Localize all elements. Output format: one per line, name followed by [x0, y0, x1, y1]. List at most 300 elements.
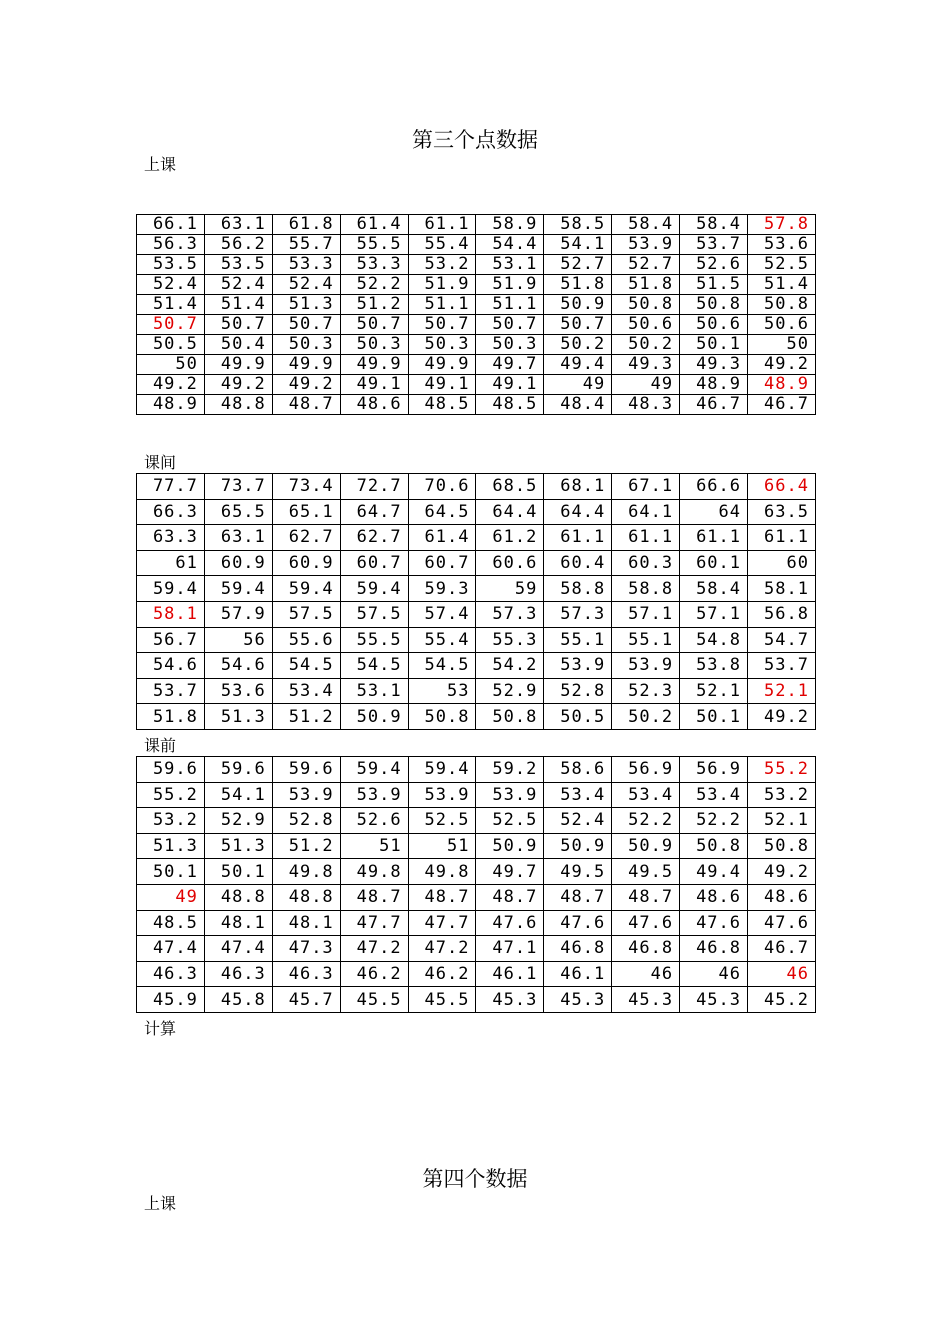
- table-cell: 50.7: [272, 315, 340, 335]
- table-cell: 50.8: [680, 295, 748, 315]
- table-cell: 60.7: [340, 550, 408, 576]
- table-cell: 51.2: [272, 833, 340, 859]
- table-cell: 50.9: [612, 833, 680, 859]
- table-cell: 54.8: [680, 627, 748, 653]
- table-cell: 53.5: [137, 255, 205, 275]
- table-cell: 59.4: [204, 576, 272, 602]
- table-cell: 47.2: [408, 936, 476, 962]
- table-cell: 49.2: [748, 704, 816, 730]
- table-cell: 61.1: [544, 525, 612, 551]
- table-cell: 63.1: [204, 525, 272, 551]
- table-cell: 62.7: [340, 525, 408, 551]
- calc-label: 计算: [144, 1019, 177, 1038]
- table-cell: 52.2: [340, 275, 408, 295]
- table-cell: 54.4: [476, 235, 544, 255]
- table-cell: 49.9: [272, 355, 340, 375]
- table-cell: 50.9: [340, 704, 408, 730]
- table-cell: 49.4: [680, 859, 748, 885]
- table-cell: 45.7: [272, 987, 340, 1013]
- table-cell: 54.2: [476, 653, 544, 679]
- table-row: [137, 275, 816, 295]
- table-cell: 50.3: [408, 335, 476, 355]
- table-row: [137, 859, 816, 885]
- table-cell: 59.4: [408, 757, 476, 783]
- table-cell: 50.9: [544, 295, 612, 315]
- table-cell: 47.4: [137, 936, 205, 962]
- table-cell: 46.7: [748, 395, 816, 415]
- table-cell: 55.4: [408, 627, 476, 653]
- table-row: [137, 255, 816, 275]
- table-cell: 53.4: [272, 678, 340, 704]
- table-row: [137, 653, 816, 679]
- table-cell: 49.3: [612, 355, 680, 375]
- table-cell: 47.6: [612, 910, 680, 936]
- table-cell: 46.3: [204, 961, 272, 987]
- table-cell: 52.3: [612, 678, 680, 704]
- table-cell: 53.4: [544, 782, 612, 808]
- table-cell: 48.1: [204, 910, 272, 936]
- table-cell: 50.6: [680, 315, 748, 335]
- table-cell: 61.4: [408, 525, 476, 551]
- table-cell: 48.7: [272, 395, 340, 415]
- table-cell: 48.1: [272, 910, 340, 936]
- table-cell: 56.3: [137, 235, 205, 255]
- table-cell: 50.2: [612, 335, 680, 355]
- table-cell: 53.7: [748, 653, 816, 679]
- table-cell: 64.4: [476, 499, 544, 525]
- table-cell: 52.2: [680, 808, 748, 834]
- table-cell: 64.7: [340, 499, 408, 525]
- table-cell: 51.4: [748, 275, 816, 295]
- table-cell: 47.3: [272, 936, 340, 962]
- table-cell: 51: [408, 833, 476, 859]
- table-cell: 46.2: [340, 961, 408, 987]
- table-cell: 45.9: [137, 987, 205, 1013]
- table-cell: 51.2: [272, 704, 340, 730]
- table-cell: 56.9: [612, 757, 680, 783]
- table-row: [137, 961, 816, 987]
- table-row: [137, 757, 816, 783]
- table-cell: 54.7: [748, 627, 816, 653]
- table-cell: 46: [680, 961, 748, 987]
- table-cell: 48.7: [544, 884, 612, 910]
- table-cell: 47.4: [204, 936, 272, 962]
- table-cell: 59: [476, 576, 544, 602]
- table-cell: 45.3: [476, 987, 544, 1013]
- table-cell: 53.2: [137, 808, 205, 834]
- table-cell: 47.7: [340, 910, 408, 936]
- table-cell: 50: [748, 335, 816, 355]
- table-cell: 67.1: [612, 474, 680, 500]
- table-cell: 50.1: [204, 859, 272, 885]
- table-cell: 56: [204, 627, 272, 653]
- table-cell: 47.6: [680, 910, 748, 936]
- table-cell: 56.9: [680, 757, 748, 783]
- table-cell: 48.5: [137, 910, 205, 936]
- table-cell: 55.2: [748, 757, 816, 783]
- table-cell: 50.7: [340, 315, 408, 335]
- table-cell: 61.4: [340, 215, 408, 235]
- table-cell: 61.1: [408, 215, 476, 235]
- table-cell: 49.5: [612, 859, 680, 885]
- table-cell: 60.9: [204, 550, 272, 576]
- table-cell: 53.2: [408, 255, 476, 275]
- table-cell: 51.9: [476, 275, 544, 295]
- table-cell: 55.6: [272, 627, 340, 653]
- table-cell: 50.3: [476, 335, 544, 355]
- block2-label: 课间: [144, 453, 177, 472]
- table-cell: 49.7: [476, 355, 544, 375]
- table-cell: 50.9: [544, 833, 612, 859]
- table-cell: 45.3: [680, 987, 748, 1013]
- table-cell: 50.7: [204, 315, 272, 335]
- table-cell: 65.5: [204, 499, 272, 525]
- table-cell: 46.8: [680, 936, 748, 962]
- table-cell: 59.4: [137, 576, 205, 602]
- table-cell: 50.9: [476, 833, 544, 859]
- table-cell: 48.8: [204, 395, 272, 415]
- table-row: [137, 335, 816, 355]
- table-cell: 61: [137, 550, 205, 576]
- table-cell: 48.8: [204, 884, 272, 910]
- table-cell: 50.4: [204, 335, 272, 355]
- table-cell: 61.1: [680, 525, 748, 551]
- table-cell: 49.2: [204, 375, 272, 395]
- table-cell: 55.5: [340, 235, 408, 255]
- table-cell: 46.7: [680, 395, 748, 415]
- table-row: [137, 833, 816, 859]
- table-cell: 49.9: [340, 355, 408, 375]
- table-cell: 60.4: [544, 550, 612, 576]
- table-cell: 50.1: [137, 859, 205, 885]
- table-cell: 52.7: [544, 255, 612, 275]
- table-cell: 48.5: [408, 395, 476, 415]
- table-cell: 57.3: [476, 601, 544, 627]
- table-cell: 53.1: [476, 255, 544, 275]
- section3-title: 第三个点数据: [412, 128, 538, 152]
- table-cell: 48.8: [272, 884, 340, 910]
- table-cell: 60.9: [272, 550, 340, 576]
- table-cell: 47.6: [544, 910, 612, 936]
- table-row: [137, 884, 816, 910]
- table-cell: 52.8: [272, 808, 340, 834]
- table-cell: 50.7: [544, 315, 612, 335]
- data-table-before-class: [136, 756, 816, 1013]
- table-cell: 66.1: [137, 215, 205, 235]
- table-cell: 50.3: [272, 335, 340, 355]
- table-cell: 46.2: [408, 961, 476, 987]
- table-cell: 51.9: [408, 275, 476, 295]
- table-cell: 65.1: [272, 499, 340, 525]
- table-cell: 52.1: [680, 678, 748, 704]
- table-cell: 53.3: [272, 255, 340, 275]
- table-cell: 59.6: [137, 757, 205, 783]
- table-cell: 47.1: [476, 936, 544, 962]
- table-cell: 58.9: [476, 215, 544, 235]
- table-cell: 64.1: [612, 499, 680, 525]
- table-cell: 61.8: [272, 215, 340, 235]
- table-cell: 52.9: [476, 678, 544, 704]
- table-cell: 49.9: [408, 355, 476, 375]
- table-cell: 49.2: [272, 375, 340, 395]
- table-cell: 53.6: [748, 235, 816, 255]
- table-cell: 56.8: [748, 601, 816, 627]
- table-row: [137, 395, 816, 415]
- table-cell: 45.5: [340, 987, 408, 1013]
- table-cell: 48.9: [680, 375, 748, 395]
- table-cell: 55.1: [544, 627, 612, 653]
- table-cell: 46.1: [476, 961, 544, 987]
- table-cell: 52.1: [748, 808, 816, 834]
- table-cell: 68.5: [476, 474, 544, 500]
- table-cell: 49.8: [272, 859, 340, 885]
- table-cell: 53: [408, 678, 476, 704]
- table-cell: 56.2: [204, 235, 272, 255]
- table-cell: 50.1: [680, 704, 748, 730]
- table-cell: 55.7: [272, 235, 340, 255]
- table-cell: 53.9: [612, 235, 680, 255]
- table-cell: 49.4: [544, 355, 612, 375]
- table-cell: 73.7: [204, 474, 272, 500]
- table-cell: 52.6: [340, 808, 408, 834]
- table-cell: 68.1: [544, 474, 612, 500]
- table-cell: 53.8: [680, 653, 748, 679]
- table-cell: 46: [748, 961, 816, 987]
- table-cell: 63.5: [748, 499, 816, 525]
- table-cell: 63.1: [204, 215, 272, 235]
- table-cell: 52.2: [612, 808, 680, 834]
- table-cell: 52.5: [476, 808, 544, 834]
- table-cell: 53.9: [340, 782, 408, 808]
- table-cell: 54.5: [340, 653, 408, 679]
- table-cell: 50.1: [680, 335, 748, 355]
- table-cell: 54.1: [544, 235, 612, 255]
- table-cell: 52.4: [544, 808, 612, 834]
- table-cell: 50.2: [544, 335, 612, 355]
- table-cell: 60.3: [612, 550, 680, 576]
- table-row: [137, 782, 816, 808]
- table-cell: 49.1: [476, 375, 544, 395]
- table-cell: 57.5: [272, 601, 340, 627]
- table-cell: 58.1: [137, 601, 205, 627]
- table-cell: 53.6: [204, 678, 272, 704]
- table-cell: 47.6: [748, 910, 816, 936]
- table-cell: 50.6: [748, 315, 816, 335]
- table-row: [137, 215, 816, 235]
- table-cell: 52.6: [680, 255, 748, 275]
- table-cell: 54.5: [408, 653, 476, 679]
- table-cell: 51.3: [204, 833, 272, 859]
- table-cell: 49.5: [544, 859, 612, 885]
- table-cell: 45.3: [612, 987, 680, 1013]
- table-cell: 53.9: [476, 782, 544, 808]
- table-cell: 51: [340, 833, 408, 859]
- table-row: [137, 910, 816, 936]
- table-cell: 60.7: [408, 550, 476, 576]
- table-cell: 47.2: [340, 936, 408, 962]
- table-cell: 53.7: [680, 235, 748, 255]
- table-cell: 50.2: [612, 704, 680, 730]
- table-cell: 62.7: [272, 525, 340, 551]
- table-cell: 63.3: [137, 525, 205, 551]
- table-cell: 46.8: [612, 936, 680, 962]
- table-cell: 51.1: [408, 295, 476, 315]
- table-cell: 53.7: [137, 678, 205, 704]
- table-cell: 61.1: [748, 525, 816, 551]
- table-cell: 58.4: [680, 215, 748, 235]
- table-cell: 58.1: [748, 576, 816, 602]
- table-cell: 48.5: [476, 395, 544, 415]
- table-cell: 57.8: [748, 215, 816, 235]
- table-cell: 48.6: [680, 884, 748, 910]
- table-cell: 51.4: [137, 295, 205, 315]
- table-cell: 53.1: [340, 678, 408, 704]
- table-cell: 51.2: [340, 295, 408, 315]
- table-cell: 64.5: [408, 499, 476, 525]
- table-cell: 53.9: [612, 653, 680, 679]
- table-cell: 49.1: [340, 375, 408, 395]
- table-cell: 59.6: [204, 757, 272, 783]
- table-cell: 49.8: [408, 859, 476, 885]
- table-cell: 46: [612, 961, 680, 987]
- table-cell: 48.3: [612, 395, 680, 415]
- table-cell: 46.3: [137, 961, 205, 987]
- table-row: [137, 550, 816, 576]
- table-cell: 51.3: [272, 295, 340, 315]
- table-cell: 45.8: [204, 987, 272, 1013]
- table-row: [137, 987, 816, 1013]
- table-cell: 48.4: [544, 395, 612, 415]
- table-row: [137, 576, 816, 602]
- table-cell: 59.2: [476, 757, 544, 783]
- table-cell: 49: [137, 884, 205, 910]
- table-cell: 70.6: [408, 474, 476, 500]
- data-table-class: [136, 214, 816, 415]
- table-cell: 54.5: [272, 653, 340, 679]
- table-cell: 51.5: [680, 275, 748, 295]
- table-cell: 50.8: [476, 704, 544, 730]
- table-row: [137, 235, 816, 255]
- table-cell: 49: [612, 375, 680, 395]
- table-cell: 48.7: [408, 884, 476, 910]
- table-cell: 46.1: [544, 961, 612, 987]
- table-cell: 60.6: [476, 550, 544, 576]
- table-row: [137, 936, 816, 962]
- table-cell: 49.8: [340, 859, 408, 885]
- section4-label: 上课: [144, 1194, 177, 1213]
- table-cell: 60.1: [680, 550, 748, 576]
- table-row: [137, 678, 816, 704]
- table-cell: 59.4: [340, 576, 408, 602]
- table-cell: 59.3: [408, 576, 476, 602]
- table-cell: 49.2: [137, 375, 205, 395]
- table-cell: 58.4: [680, 576, 748, 602]
- table-cell: 51.3: [137, 833, 205, 859]
- table-cell: 54.6: [204, 653, 272, 679]
- table-cell: 45.5: [408, 987, 476, 1013]
- table-row: [137, 355, 816, 375]
- table-cell: 66.3: [137, 499, 205, 525]
- table-cell: 77.7: [137, 474, 205, 500]
- table-cell: 51.4: [204, 295, 272, 315]
- table-cell: 48.7: [612, 884, 680, 910]
- table-cell: 61.1: [612, 525, 680, 551]
- table-cell: 51.3: [204, 704, 272, 730]
- table-cell: 51.8: [137, 704, 205, 730]
- table-cell: 64: [680, 499, 748, 525]
- table-cell: 58.6: [544, 757, 612, 783]
- table-cell: 49.3: [680, 355, 748, 375]
- table-cell: 53.5: [204, 255, 272, 275]
- table-cell: 49.2: [748, 355, 816, 375]
- table-cell: 53.3: [340, 255, 408, 275]
- table-row: [137, 627, 816, 653]
- table-cell: 52.4: [204, 275, 272, 295]
- table-cell: 54.1: [204, 782, 272, 808]
- block3-label: 课前: [144, 736, 177, 755]
- table-cell: 55.2: [137, 782, 205, 808]
- table-cell: 48.9: [137, 395, 205, 415]
- section4-title: 第四个数据: [422, 1167, 528, 1191]
- table-cell: 52.1: [748, 678, 816, 704]
- table-cell: 57.1: [612, 601, 680, 627]
- table-cell: 66.4: [748, 474, 816, 500]
- table-cell: 50.7: [476, 315, 544, 335]
- table-row: [137, 525, 816, 551]
- table-cell: 52.4: [137, 275, 205, 295]
- table-cell: 57.3: [544, 601, 612, 627]
- table-cell: 51.1: [476, 295, 544, 315]
- table-cell: 66.6: [680, 474, 748, 500]
- table-cell: 48.6: [748, 884, 816, 910]
- table-cell: 53.4: [680, 782, 748, 808]
- table-cell: 58.8: [544, 576, 612, 602]
- table-cell: 50.8: [612, 295, 680, 315]
- table-cell: 73.4: [272, 474, 340, 500]
- table-cell: 52.5: [748, 255, 816, 275]
- table-row: [137, 375, 816, 395]
- table-cell: 56.7: [137, 627, 205, 653]
- table-row: [137, 295, 816, 315]
- table-cell: 47.7: [408, 910, 476, 936]
- table-cell: 53.9: [272, 782, 340, 808]
- table-cell: 46.3: [272, 961, 340, 987]
- table-row: [137, 315, 816, 335]
- table-cell: 58.4: [612, 215, 680, 235]
- table-cell: 48.9: [748, 375, 816, 395]
- table-cell: 52.8: [544, 678, 612, 704]
- table-cell: 60: [748, 550, 816, 576]
- table-cell: 50: [137, 355, 205, 375]
- table-cell: 54.6: [137, 653, 205, 679]
- table-cell: 57.9: [204, 601, 272, 627]
- data-table-break: [136, 473, 816, 730]
- table-cell: 50.8: [408, 704, 476, 730]
- table-cell: 50.5: [544, 704, 612, 730]
- table-cell: 48.6: [340, 395, 408, 415]
- table-cell: 50.7: [408, 315, 476, 335]
- table-cell: 47.6: [476, 910, 544, 936]
- table-cell: 50.8: [748, 833, 816, 859]
- table-cell: 51.8: [544, 275, 612, 295]
- table-cell: 53.4: [612, 782, 680, 808]
- table-cell: 52.5: [408, 808, 476, 834]
- table-cell: 55.4: [408, 235, 476, 255]
- table-cell: 53.9: [544, 653, 612, 679]
- table-cell: 49: [544, 375, 612, 395]
- table-cell: 58.8: [612, 576, 680, 602]
- table-cell: 57.1: [680, 601, 748, 627]
